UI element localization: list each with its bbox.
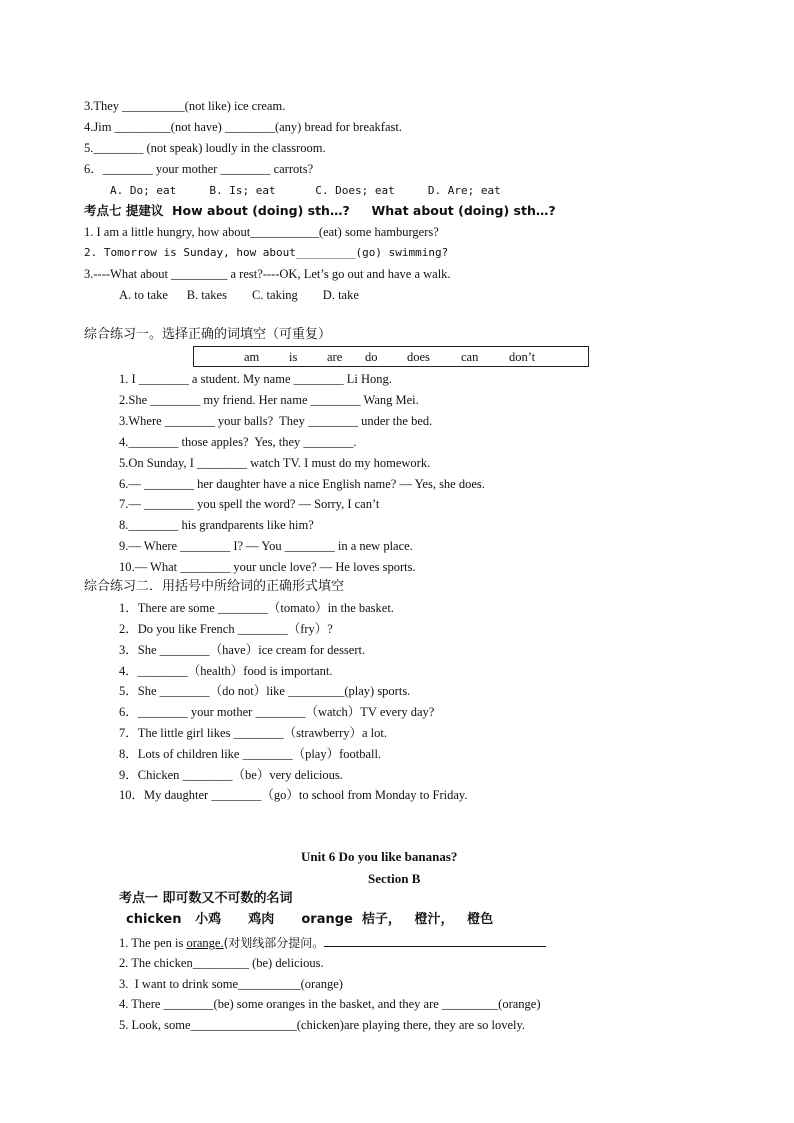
word-bank-item: is [289, 350, 298, 364]
exercise-line: 4．________（health）food is important. [119, 664, 333, 678]
vocab-line: chicken 小鸡 鸡肉 orange 桔子， 橙汁， 橙色 [126, 912, 494, 927]
exercise-line: 1. I ________ a student. My name ________ Li Hong. [119, 372, 392, 386]
word-bank-item: are [327, 350, 343, 364]
q-instruction: (对划线部分提问。 [223, 936, 325, 950]
section-heading: 综合练习一。选择正确的词填空（可重复） [84, 327, 332, 342]
exercise-line: 9．Chicken ________（be）very delicious. [119, 768, 343, 782]
answer-options: A. to take B. takes C. taking D. take [119, 288, 359, 302]
answer-options: A. Do; eat B. Is; eat C. Does; eat D. Are; eat [110, 184, 501, 197]
exercise-line: 3.They __________(not like) ice cream. [84, 99, 286, 113]
exercise-line: 3.Where ________ your balls? They ________ under the bed. [119, 414, 433, 428]
exercise-line: 2. The chicken_________ (be) delicious. [119, 956, 324, 970]
unit-title: Unit 6 Do you like bananas? [301, 849, 458, 864]
exercise-line: 4.Jim _________(not have) ________(any) bread for breakfast. [84, 120, 402, 134]
exercise-line: 1. I am a little hungry, how about___________(eat) some hamburgers? [84, 225, 439, 239]
exercise-line: 6．________ your mother ________（watch）TV every day? [119, 705, 435, 719]
underlined-word: orange. [186, 936, 224, 950]
exercise-line: 7.— ________ you spell the word? — Sorry, I can’t [119, 497, 380, 511]
exercise-line: 6.— ________ her daughter have a nice English name? — Yes, she does. [119, 477, 485, 491]
exercise-line: 3.----What about _________ a rest?----OK, Let’s go out and have a walk. [84, 267, 451, 281]
section-heading: 考点一 即可数又不可数的名词 [119, 891, 293, 906]
exercise-line: 10．My daughter ________（go）to school from Monday to Friday. [119, 788, 468, 802]
exercise-line: 3．She ________（have）ice cream for dessert. [119, 643, 366, 657]
word-bank-item: am [244, 350, 260, 364]
word-bank-item: don’t [509, 350, 536, 364]
exercise-line: 10.— What ________ your uncle love? — He loves sports. [119, 560, 416, 574]
exercise-line: 7．The little girl likes ________（strawberry）a lot. [119, 726, 388, 740]
exercise-line: 2．Do you like French ________（fry）? [119, 622, 333, 636]
exercise-line: 8.________ his grandparents like him? [119, 518, 314, 532]
exercise-line: 4. There ________(be) some oranges in the basket, and they are _________(orange) [119, 997, 541, 1011]
word-bank-box [193, 346, 589, 367]
q-prefix: 1. The pen is [119, 936, 187, 950]
word-bank-item: does [407, 350, 430, 364]
word-bank-item: do [365, 350, 378, 364]
exercise-line: 9.— Where ________ I? — You ________ in a new place. [119, 539, 413, 553]
answer-line [324, 934, 546, 947]
exercise-line: 5．She ________（do not）like _________(play) sports. [119, 684, 411, 698]
exercise-line [119, 934, 546, 951]
exercise-line: 3. I want to drink some__________(orange) [119, 977, 343, 991]
exercise-line: 6．________ your mother ________ carrots? [84, 162, 314, 176]
exercise-line: 2. Tomorrow is Sunday, how about_________(go) swimming? [84, 246, 449, 259]
exercise-line: 1．There are some ________（tomato）in the basket. [119, 601, 394, 615]
exercise-line: 5.On Sunday, I ________ watch TV. I must do my homework. [119, 456, 431, 470]
section-heading: 综合练习二．用括号中所给词的正确形式填空 [84, 579, 345, 594]
word-bank-item: can [461, 350, 479, 364]
exercise-line: 5. Look, some_________________(chicken)are playing there, they are so lovely. [119, 1018, 526, 1032]
exercise-line: 8．Lots of children like ________（play）football. [119, 747, 382, 761]
exercise-line: 5.________ (not speak) loudly in the classroom. [84, 141, 326, 155]
section-heading: 考点七 提建议 How about (doing) sth…? What about (doing) sth…? [84, 203, 556, 218]
exercise-line: 2.She ________ my friend. Her name ________ Wang Mei. [119, 393, 419, 407]
section-subtitle: Section B [368, 871, 421, 886]
exercise-line: 4.________ those apples? Yes, they ________. [119, 435, 357, 449]
